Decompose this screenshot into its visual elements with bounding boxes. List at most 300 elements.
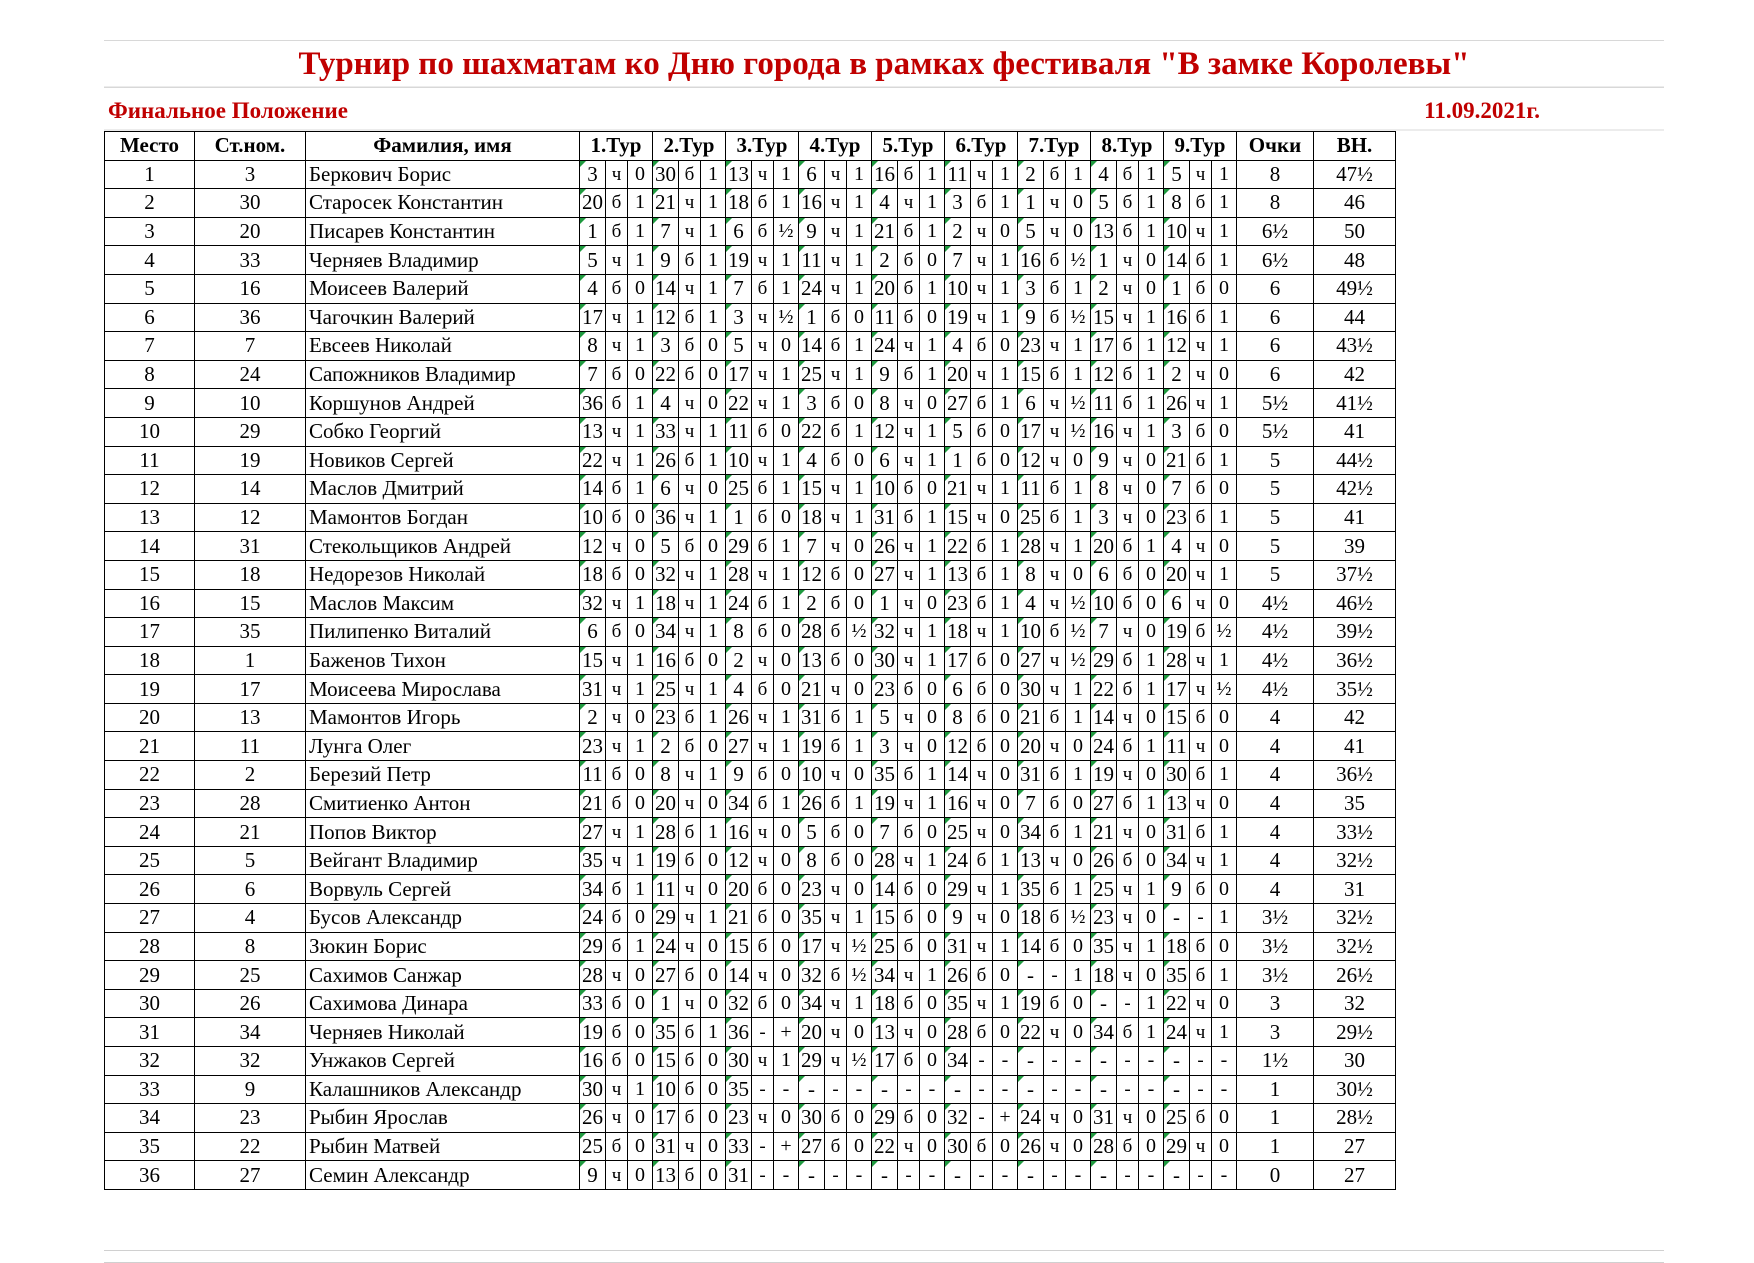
round-result-cell: 1: [847, 703, 872, 732]
round-result-cell: 1: [1212, 904, 1237, 933]
round-opponent-cell: 1: [945, 446, 971, 475]
round-opponent-cell: 13: [726, 160, 752, 189]
round-opponent-cell: 26: [945, 961, 971, 990]
round-opponent-cell: 26: [1018, 1132, 1044, 1161]
round-result-cell: 0: [920, 589, 945, 618]
round-color-cell: -: [1190, 904, 1212, 933]
header-round-2: 2.Тур: [653, 132, 726, 161]
round-result-cell: 0: [701, 846, 726, 875]
round-result-cell: 1: [628, 846, 653, 875]
place-cell: 30: [105, 989, 195, 1018]
round-result-cell: 1: [1139, 389, 1164, 418]
round-color-cell: б: [1044, 303, 1066, 332]
round-color-cell: б: [606, 789, 628, 818]
round-result-cell: 1: [1139, 189, 1164, 218]
round-opponent-cell: -: [1091, 1047, 1117, 1076]
round-color-cell: ч: [1190, 1132, 1212, 1161]
round-color-cell: -: [898, 1161, 920, 1190]
round-color-cell: б: [606, 875, 628, 904]
round-result-cell: 0: [628, 160, 653, 189]
place-cell: 24: [105, 818, 195, 847]
start-number-cell: 34: [195, 1018, 306, 1047]
place-cell: 28: [105, 932, 195, 961]
round-color-cell: б: [825, 389, 847, 418]
round-result-cell: 0: [1139, 274, 1164, 303]
round-result-cell: 0: [701, 360, 726, 389]
buchholz-cell: 30½: [1314, 1075, 1396, 1104]
round-result-cell: 0: [1139, 846, 1164, 875]
round-opponent-cell: 18: [872, 989, 898, 1018]
points-cell: 3: [1237, 1018, 1314, 1047]
round-opponent-cell: 24: [872, 332, 898, 361]
points-cell: 4½: [1237, 618, 1314, 647]
round-color-cell: б: [825, 961, 847, 990]
round-opponent-cell: 35: [945, 989, 971, 1018]
round-result-cell: 1: [993, 475, 1018, 504]
round-opponent-cell: 29: [945, 875, 971, 904]
round-opponent-cell: 4: [872, 189, 898, 218]
player-name-cell: Лунга Олег: [306, 732, 580, 761]
round-result-cell: 0: [628, 989, 653, 1018]
round-opponent-cell: 34: [799, 989, 825, 1018]
round-opponent-cell: 28: [1018, 532, 1044, 561]
round-color-cell: б: [971, 1018, 993, 1047]
round-opponent-cell: 21: [1164, 446, 1190, 475]
round-color-cell: ч: [1044, 1104, 1066, 1133]
round-result-cell: 0: [1139, 1104, 1164, 1133]
round-color-cell: б: [898, 360, 920, 389]
round-result-cell: 0: [993, 646, 1018, 675]
round-opponent-cell: 10: [945, 274, 971, 303]
round-color-cell: ч: [606, 818, 628, 847]
round-opponent-cell: 6: [872, 446, 898, 475]
round-opponent-cell: 15: [1091, 303, 1117, 332]
round-opponent-cell: 11: [872, 303, 898, 332]
round-opponent-cell: 24: [945, 846, 971, 875]
round-opponent-cell: 14: [945, 761, 971, 790]
round-color-cell: ч: [1190, 989, 1212, 1018]
round-result-cell: 0: [628, 904, 653, 933]
points-cell: 5: [1237, 475, 1314, 504]
round-opponent-cell: 23: [945, 589, 971, 618]
round-result-cell: ½: [1066, 303, 1091, 332]
round-opponent-cell: 26: [653, 446, 679, 475]
round-result-cell: 0: [774, 618, 799, 647]
round-color-cell: ч: [898, 789, 920, 818]
round-opponent-cell: 16: [653, 646, 679, 675]
round-opponent-cell: 13: [1091, 217, 1117, 246]
round-opponent-cell: 12: [799, 560, 825, 589]
round-opponent-cell: 36: [726, 1018, 752, 1047]
round-color-cell: б: [971, 446, 993, 475]
round-color-cell: ч: [679, 189, 701, 218]
round-opponent-cell: 22: [945, 532, 971, 561]
round-color-cell: ч: [1190, 160, 1212, 189]
round-result-cell: 0: [847, 1132, 872, 1161]
round-result-cell: 1: [920, 160, 945, 189]
round-opponent-cell: 7: [726, 274, 752, 303]
player-name-cell: Рыбин Матвей: [306, 1132, 580, 1161]
start-number-cell: 24: [195, 360, 306, 389]
player-name-cell: Сахимов Санжар: [306, 961, 580, 990]
round-color-cell: б: [971, 1132, 993, 1161]
buchholz-cell: 36½: [1314, 761, 1396, 790]
round-color-cell: б: [898, 303, 920, 332]
round-color-cell: ч: [679, 274, 701, 303]
round-opponent-cell: -: [1164, 1075, 1190, 1104]
round-opponent-cell: 6: [1091, 560, 1117, 589]
round-result-cell: 0: [701, 875, 726, 904]
round-result-cell: 0: [847, 818, 872, 847]
round-result-cell: 1: [847, 904, 872, 933]
round-color-cell: ч: [1117, 1104, 1139, 1133]
points-cell: 4: [1237, 818, 1314, 847]
round-result-cell: 1: [920, 560, 945, 589]
round-opponent-cell: 24: [726, 589, 752, 618]
round-result-cell: 1: [701, 618, 726, 647]
round-opponent-cell: 32: [580, 589, 606, 618]
player-name-cell: Мамонтов Игорь: [306, 703, 580, 732]
player-name-cell: Евсеев Николай: [306, 332, 580, 361]
round-opponent-cell: 9: [726, 761, 752, 790]
round-opponent-cell: 28: [726, 560, 752, 589]
round-opponent-cell: 11: [1164, 732, 1190, 761]
round-opponent-cell: 19: [1164, 618, 1190, 647]
round-color-cell: б: [1190, 274, 1212, 303]
round-opponent-cell: 1: [799, 303, 825, 332]
round-color-cell: ч: [1117, 932, 1139, 961]
round-color-cell: ч: [825, 246, 847, 275]
round-opponent-cell: 33: [580, 989, 606, 1018]
round-opponent-cell: 6: [653, 475, 679, 504]
start-number-cell: 28: [195, 789, 306, 818]
round-result-cell: 0: [774, 846, 799, 875]
round-color-cell: ч: [606, 1104, 628, 1133]
round-opponent-cell: 34: [580, 875, 606, 904]
round-color-cell: ч: [752, 360, 774, 389]
round-color-cell: б: [825, 846, 847, 875]
round-opponent-cell: 2: [1091, 274, 1117, 303]
round-color-cell: б: [825, 646, 847, 675]
round-result-cell: -: [993, 1161, 1018, 1190]
round-color-cell: ч: [1044, 446, 1066, 475]
round-result-cell: 1: [774, 732, 799, 761]
header-buchholz: ВН.: [1314, 132, 1396, 161]
round-opponent-cell: 6: [1164, 589, 1190, 618]
round-result-cell: 1: [701, 703, 726, 732]
round-opponent-cell: 11: [653, 875, 679, 904]
round-opponent-cell: 20: [1091, 532, 1117, 561]
round-color-cell: б: [606, 989, 628, 1018]
round-result-cell: 0: [701, 1047, 726, 1076]
round-result-cell: +: [774, 1132, 799, 1161]
round-opponent-cell: 3: [1091, 503, 1117, 532]
points-cell: 3½: [1237, 904, 1314, 933]
round-opponent-cell: 6: [580, 618, 606, 647]
round-result-cell: 0: [920, 389, 945, 418]
round-color-cell: б: [1190, 246, 1212, 275]
round-result-cell: 0: [920, 875, 945, 904]
round-color-cell: ч: [752, 732, 774, 761]
date-label: 11.09.2021г.: [1424, 98, 1540, 123]
round-color-cell: ч: [752, 560, 774, 589]
round-result-cell: 1: [920, 618, 945, 647]
round-result-cell: 0: [993, 1018, 1018, 1047]
points-cell: 5: [1237, 446, 1314, 475]
round-color-cell: ч: [1190, 332, 1212, 361]
round-color-cell: б: [752, 274, 774, 303]
round-color-cell: ч: [679, 560, 701, 589]
round-opponent-cell: 10: [1018, 618, 1044, 647]
round-result-cell: 1: [701, 818, 726, 847]
points-cell: 1: [1237, 1104, 1314, 1133]
round-color-cell: -: [1190, 1161, 1212, 1190]
round-color-cell: ч: [898, 589, 920, 618]
round-result-cell: 0: [847, 589, 872, 618]
round-opponent-cell: 25: [945, 818, 971, 847]
round-color-cell: ч: [679, 675, 701, 704]
round-color-cell: б: [679, 446, 701, 475]
round-result-cell: 1: [628, 446, 653, 475]
round-color-cell: б: [1117, 732, 1139, 761]
round-opponent-cell: 12: [726, 846, 752, 875]
round-result-cell: 1: [1212, 217, 1237, 246]
round-opponent-cell: 32: [726, 989, 752, 1018]
round-result-cell: 0: [628, 703, 653, 732]
round-opponent-cell: 11: [945, 160, 971, 189]
round-color-cell: б: [1117, 389, 1139, 418]
round-color-cell: б: [898, 675, 920, 704]
round-opponent-cell: 20: [580, 189, 606, 218]
round-result-cell: -: [920, 1161, 945, 1190]
place-cell: 26: [105, 875, 195, 904]
round-result-cell: 1: [701, 560, 726, 589]
round-color-cell: ч: [606, 675, 628, 704]
round-result-cell: 1: [1139, 732, 1164, 761]
round-result-cell: 0: [774, 646, 799, 675]
start-number-cell: 25: [195, 961, 306, 990]
points-cell: 4: [1237, 875, 1314, 904]
player-name-cell: Березий Петр: [306, 761, 580, 790]
start-number-cell: 23: [195, 1104, 306, 1133]
round-color-cell: б: [1190, 875, 1212, 904]
points-cell: 5: [1237, 503, 1314, 532]
round-result-cell: 0: [993, 675, 1018, 704]
round-color-cell: ч: [898, 389, 920, 418]
round-result-cell: 1: [993, 932, 1018, 961]
round-result-cell: 0: [701, 646, 726, 675]
round-result-cell: -: [1212, 1075, 1237, 1104]
round-opponent-cell: 13: [872, 1018, 898, 1047]
points-cell: 0: [1237, 1161, 1314, 1190]
round-result-cell: 0: [628, 618, 653, 647]
round-result-cell: 1: [1212, 503, 1237, 532]
standings-table: [104, 131, 1396, 1190]
round-opponent-cell: 30: [1164, 761, 1190, 790]
round-result-cell: 0: [1066, 1018, 1091, 1047]
round-result-cell: 0: [628, 503, 653, 532]
place-cell: 1: [105, 160, 195, 189]
round-result-cell: 1: [993, 389, 1018, 418]
round-result-cell: 0: [1212, 732, 1237, 761]
round-color-cell: ч: [898, 961, 920, 990]
start-number-cell: 35: [195, 618, 306, 647]
player-name-cell: Попов Виктор: [306, 818, 580, 847]
round-result-cell: 0: [774, 1104, 799, 1133]
round-result-cell: 0: [1139, 961, 1164, 990]
header-round-6: 6.Тур: [945, 132, 1018, 161]
round-result-cell: 1: [774, 446, 799, 475]
round-opponent-cell: 24: [1164, 1018, 1190, 1047]
start-number-cell: 16: [195, 274, 306, 303]
round-color-cell: ч: [752, 160, 774, 189]
round-opponent-cell: 6: [799, 160, 825, 189]
round-result-cell: -: [1212, 1161, 1237, 1190]
round-opponent-cell: -: [1018, 961, 1044, 990]
round-result-cell: 0: [1212, 932, 1237, 961]
table-row: [105, 789, 1396, 818]
place-cell: 3: [105, 217, 195, 246]
round-result-cell: 1: [1212, 1018, 1237, 1047]
round-color-cell: ч: [606, 332, 628, 361]
round-opponent-cell: -: [1018, 1047, 1044, 1076]
start-number-cell: 2: [195, 761, 306, 790]
round-opponent-cell: 14: [580, 475, 606, 504]
round-opponent-cell: 19: [580, 1018, 606, 1047]
round-opponent-cell: 22: [1164, 989, 1190, 1018]
round-opponent-cell: 16: [1164, 303, 1190, 332]
round-opponent-cell: 17: [580, 303, 606, 332]
round-color-cell: б: [1117, 646, 1139, 675]
round-color-cell: б: [606, 618, 628, 647]
place-cell: 34: [105, 1104, 195, 1133]
round-opponent-cell: 14: [872, 875, 898, 904]
round-color-cell: -: [1044, 1047, 1066, 1076]
round-color-cell: б: [679, 246, 701, 275]
player-name-cell: Сахимова Динара: [306, 989, 580, 1018]
round-opponent-cell: 1: [1164, 274, 1190, 303]
round-opponent-cell: 24: [1091, 732, 1117, 761]
points-cell: 4½: [1237, 646, 1314, 675]
points-cell: 8: [1237, 189, 1314, 218]
round-result-cell: 1: [701, 189, 726, 218]
round-result-cell: 0: [847, 675, 872, 704]
round-result-cell: -: [847, 1161, 872, 1190]
start-number-cell: 30: [195, 189, 306, 218]
round-color-cell: б: [606, 189, 628, 218]
round-result-cell: 1: [628, 818, 653, 847]
round-result-cell: 0: [701, 1104, 726, 1133]
points-cell: 5½: [1237, 417, 1314, 446]
round-result-cell: 1: [1212, 646, 1237, 675]
round-color-cell: б: [1117, 360, 1139, 389]
round-color-cell: ч: [825, 675, 847, 704]
round-color-cell: ч: [898, 560, 920, 589]
round-color-cell: ч: [898, 417, 920, 446]
round-color-cell: ч: [679, 417, 701, 446]
table-row: [105, 703, 1396, 732]
round-result-cell: 0: [993, 732, 1018, 761]
round-color-cell: -: [1044, 1161, 1066, 1190]
round-result-cell: 1: [628, 589, 653, 618]
header-round-3: 3.Тур: [726, 132, 799, 161]
round-result-cell: 1: [847, 475, 872, 504]
round-result-cell: 1: [701, 217, 726, 246]
buchholz-cell: 32: [1314, 989, 1396, 1018]
table-row: [105, 732, 1396, 761]
round-opponent-cell: 27: [726, 732, 752, 761]
round-result-cell: 1: [920, 846, 945, 875]
round-opponent-cell: 8: [872, 389, 898, 418]
round-opponent-cell: 5: [726, 332, 752, 361]
round-opponent-cell: 9: [1018, 303, 1044, 332]
round-opponent-cell: 9: [653, 246, 679, 275]
round-result-cell: 1: [1139, 160, 1164, 189]
buchholz-cell: 44: [1314, 303, 1396, 332]
round-result-cell: 1: [701, 160, 726, 189]
points-cell: 6: [1237, 332, 1314, 361]
round-color-cell: ч: [679, 475, 701, 504]
round-result-cell: ½: [847, 932, 872, 961]
start-number-cell: 19: [195, 446, 306, 475]
round-result-cell: 0: [847, 846, 872, 875]
round-opponent-cell: 25: [653, 675, 679, 704]
round-color-cell: б: [825, 732, 847, 761]
round-color-cell: ч: [1190, 789, 1212, 818]
round-color-cell: ч: [898, 732, 920, 761]
points-cell: 6: [1237, 303, 1314, 332]
buchholz-cell: 37½: [1314, 560, 1396, 589]
buchholz-cell: 26½: [1314, 961, 1396, 990]
round-result-cell: 1: [1139, 989, 1164, 1018]
round-result-cell: 0: [701, 789, 726, 818]
round-color-cell: б: [971, 189, 993, 218]
round-color-cell: ч: [971, 875, 993, 904]
table-row: [105, 560, 1396, 589]
round-opponent-cell: 5: [1164, 160, 1190, 189]
round-opponent-cell: 29: [1091, 646, 1117, 675]
round-opponent-cell: 23: [1091, 904, 1117, 933]
round-result-cell: 1: [1066, 475, 1091, 504]
player-name-cell: Черняев Владимир: [306, 246, 580, 275]
round-color-cell: б: [606, 904, 628, 933]
round-result-cell: 1: [1139, 417, 1164, 446]
round-opponent-cell: 7: [799, 532, 825, 561]
round-result-cell: 0: [1139, 446, 1164, 475]
round-opponent-cell: 13: [1018, 846, 1044, 875]
round-opponent-cell: 20: [799, 1018, 825, 1047]
round-opponent-cell: 1: [580, 217, 606, 246]
points-cell: 5½: [1237, 389, 1314, 418]
buchholz-cell: 41: [1314, 503, 1396, 532]
round-opponent-cell: 18: [1091, 961, 1117, 990]
round-color-cell: б: [679, 360, 701, 389]
table-row: [105, 618, 1396, 647]
round-opponent-cell: 10: [872, 475, 898, 504]
round-result-cell: 1: [993, 875, 1018, 904]
round-opponent-cell: 20: [945, 360, 971, 389]
round-result-cell: 1: [774, 532, 799, 561]
round-color-cell: -: [1117, 989, 1139, 1018]
points-cell: 6: [1237, 360, 1314, 389]
round-color-cell: б: [1190, 417, 1212, 446]
buchholz-cell: 29½: [1314, 1018, 1396, 1047]
round-opponent-cell: 35: [726, 1075, 752, 1104]
round-opponent-cell: 30: [1018, 675, 1044, 704]
round-opponent-cell: 18: [945, 618, 971, 647]
player-name-cell: Маслов Дмитрий: [306, 475, 580, 504]
round-result-cell: 1: [774, 560, 799, 589]
